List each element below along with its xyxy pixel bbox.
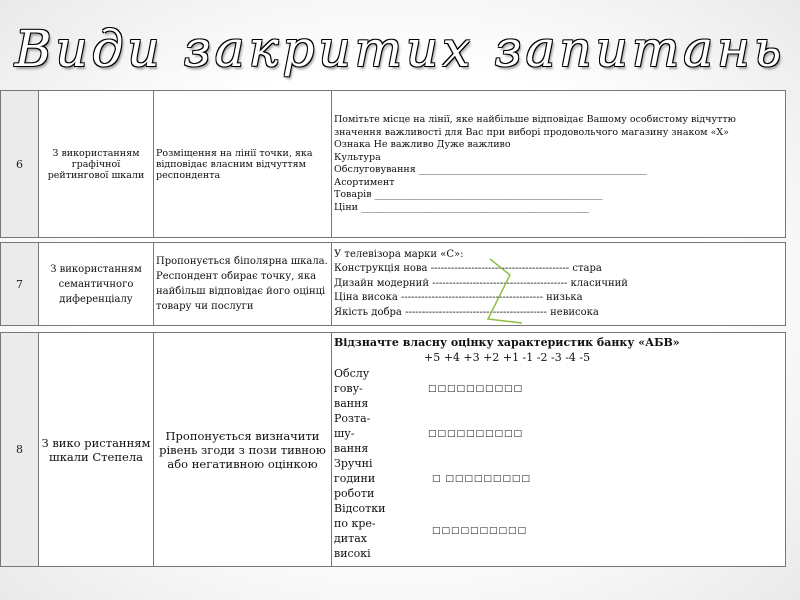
attribute-label: високі xyxy=(334,547,371,560)
example-line: Дизайн модерний ---------------------------------------- класичний xyxy=(334,277,628,289)
attribute-label: шу- xyxy=(334,427,355,440)
example-line: Обслуговування ________________________________________________ xyxy=(334,164,647,175)
example-cell xyxy=(332,333,786,567)
rating-checkboxes[interactable]: □□□□□□□□□□ xyxy=(428,383,524,394)
example-title: Відзначте власну оцінку характеристик банку «АБВ» xyxy=(334,336,680,349)
method-cell: З використанням семантичного диференціалу xyxy=(39,243,154,326)
description-cell: Розміщення на лінії точки, яка відповідає власним відчуттям респондента xyxy=(154,91,332,238)
row-number: 8 xyxy=(1,333,39,567)
example-line: Ознака Не важливо Дуже важливо xyxy=(334,139,511,150)
rating-checkboxes[interactable]: □□□□□□□□□□ xyxy=(428,428,524,439)
description-cell: Пропонується біполярна шкала. Респондент обирає точку, яка найбільш відповідає його оцінці товару чи послуги xyxy=(154,243,332,326)
attribute-label: Відсотки xyxy=(334,502,386,515)
example-line: Товарів ________________________________________________ xyxy=(334,189,603,200)
attribute-label: Розта- xyxy=(334,412,371,425)
question-type-row-8 xyxy=(0,332,786,567)
example-line: Ціна висока ------------------------------------------ низька xyxy=(334,292,583,304)
example-line: У телевізора марки «С»: xyxy=(334,248,464,260)
attribute-label: дитах xyxy=(334,532,367,545)
method-cell: З використанням графічної рейтингової шкали xyxy=(39,91,154,238)
example-line: Культура xyxy=(334,151,381,163)
attribute-row xyxy=(334,411,783,456)
attribute-label: Обслу xyxy=(334,367,370,380)
attribute-label: вання xyxy=(334,397,369,410)
question-type-row-6 xyxy=(0,90,786,238)
example-line: Помітьте місце на лінії, яке найбільше відповідає Вашому особистому відчуттю xyxy=(334,114,736,125)
attribute-label: години xyxy=(334,472,376,485)
description-cell: Пропонується визначити рівень згоди з пози тивною або негативною оцінкою xyxy=(154,333,332,567)
attribute-label: гову- xyxy=(334,382,363,395)
slide-title: Види закритих запитань xyxy=(14,20,786,78)
attribute-row xyxy=(334,366,783,411)
example-line: Ціни ________________________________________________ xyxy=(334,201,590,213)
attribute-label: Зручні xyxy=(334,457,373,470)
example-line: значення важливості для Вас при виборі продовольчого магазину знаком «Х» xyxy=(334,126,729,138)
attribute-label: вання xyxy=(334,442,369,455)
row-number: 7 xyxy=(1,243,39,326)
rating-scale: +5 +4 +3 +2 +1 -1 -2 -3 -4 -5 xyxy=(424,351,591,364)
attribute-row xyxy=(334,456,783,501)
rating-checkboxes[interactable]: □ □□□□□□□□□ xyxy=(432,473,531,484)
row-number: 6 xyxy=(1,91,39,238)
example-line: Асортимент xyxy=(334,176,395,188)
method-cell: З вико ристанням шкали Степела xyxy=(39,333,154,567)
question-type-row-7 xyxy=(0,242,786,326)
attribute-label: роботи xyxy=(334,487,375,500)
attribute-label: по кре- xyxy=(334,517,376,530)
example-cell xyxy=(332,243,786,326)
example-cell xyxy=(332,91,786,238)
example-line: Якість добра ------------------------------------------ невисока xyxy=(334,306,599,318)
example-line: Конструкція нова ----------------------------------------- стара xyxy=(334,263,602,275)
attribute-row xyxy=(334,501,783,561)
rating-checkboxes[interactable]: □□□□□□□□□□ xyxy=(432,526,528,536)
